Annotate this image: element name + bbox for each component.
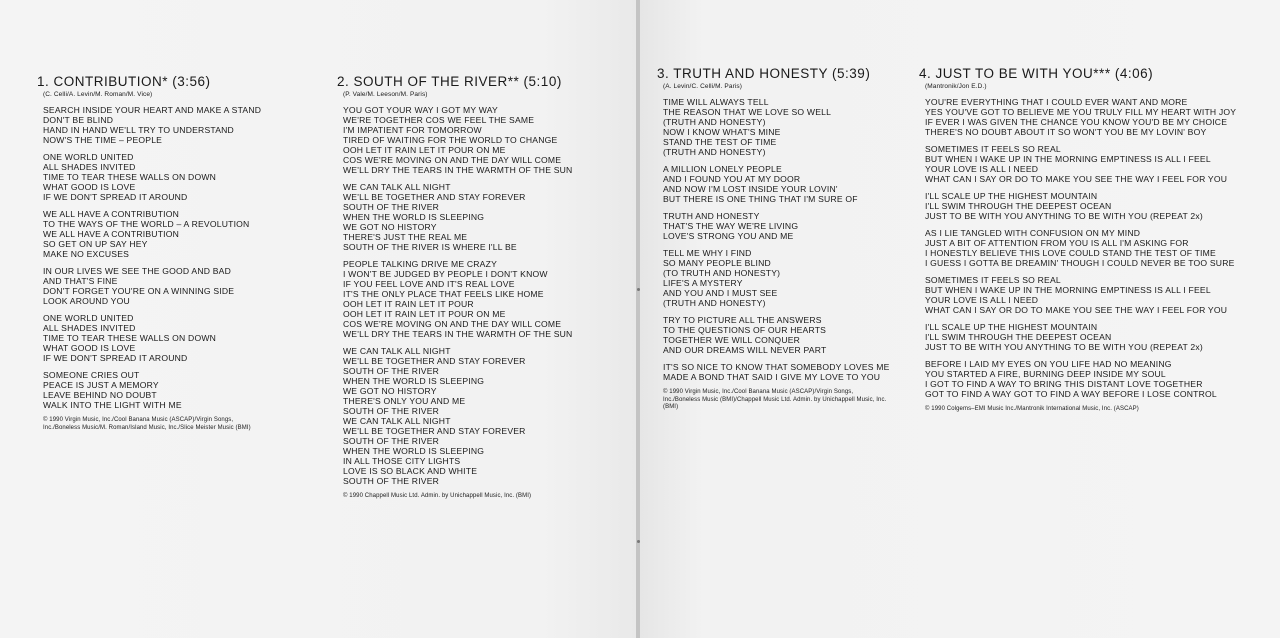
lyric-line: PEOPLE TALKING DRIVE ME CRAZY	[343, 259, 497, 269]
lyric-line: AND NOW I'M LOST INSIDE YOUR LOVIN'	[663, 184, 838, 194]
song-number: 2.	[337, 74, 350, 89]
lyric-line: LOOK AROUND YOU	[43, 296, 130, 306]
lyric-line: SOUTH OF THE RIVER	[343, 476, 440, 486]
lyric-line: ONE WORLD UNITED	[43, 152, 134, 162]
lyric-line: I'LL SWIM THROUGH THE DEEPEST OCEAN	[925, 332, 1112, 342]
lyric-line: I'LL SCALE UP THE HIGHEST MOUNTAIN	[925, 322, 1098, 332]
copyright-notice: © 1990 Chappell Music Ltd. Admin. by Unichappell Music, Inc. (BMI)	[343, 493, 532, 499]
lyric-line: WE'LL BE TOGETHER AND STAY FOREVER	[343, 356, 526, 366]
song-title-text: JUST TO BE WITH YOU*** (4:06)	[935, 66, 1154, 81]
lyric-stanza	[925, 275, 1274, 315]
song-title	[657, 66, 912, 82]
lyric-stanza	[43, 105, 309, 145]
lyric-line: YOU STARTED A FIRE, BURNING DEEP INSIDE MY SOUL	[925, 369, 1166, 379]
lyric-line: YOU GOT YOUR WAY I GOT MY WAY	[343, 105, 498, 115]
lyric-line: JUST TO BE WITH YOU ANYTHING TO BE WITH YOU (REPEAT 2x)	[925, 211, 1203, 221]
song-title-text: CONTRIBUTION* (3:56)	[53, 74, 211, 89]
lyric-line: WE GOT NO HISTORY	[343, 222, 437, 232]
lyric-line: MAKE NO EXCUSES	[43, 249, 130, 259]
lyric-line: LOVE IS SO BLACK AND WHITE	[343, 466, 478, 476]
lyric-line: WHAT GOOD IS LOVE	[43, 343, 136, 353]
lyric-line: AND THAT'S FINE	[43, 276, 118, 286]
lyric-line: WE CAN TALK ALL NIGHT	[343, 416, 451, 426]
lyric-line: IF WE DON'T SPREAD IT AROUND	[43, 353, 188, 363]
lyric-line: WHAT GOOD IS LOVE	[43, 182, 136, 192]
lyric-stanza	[925, 359, 1274, 399]
lyric-line: JUST TO BE WITH YOU ANYTHING TO BE WITH YOU (REPEAT 2x)	[925, 342, 1203, 352]
lyric-line: NOW I KNOW WHAT'S MINE	[663, 127, 781, 137]
lyric-line: WE ALL HAVE A CONTRIBUTION	[43, 229, 180, 239]
copyright-notice: © 1990 Virgin Music, Inc./Cool Banana Music (ASCAP)/Virgin Songs, Inc./Boneless Music/M. Roman/Island Music, Inc./Slice Meister Music (BMI)	[43, 417, 251, 431]
lyric-line: OOH LET IT RAIN LET IT POUR ON ME	[343, 145, 506, 155]
song-number: 4.	[919, 66, 932, 81]
lyric-line: DON'T FORGET YOU'RE ON A WINNING SIDE	[43, 286, 235, 296]
lyric-line: ALL SHADES INVITED	[43, 323, 136, 333]
lyric-line: AND YOU AND I MUST SEE	[663, 288, 778, 298]
lyric-line: AND I FOUND YOU AT MY DOOR	[663, 174, 801, 184]
lyric-line: WE CAN TALK ALL NIGHT	[343, 182, 451, 192]
lyric-line: (TRUTH AND HONESTY)	[663, 147, 766, 157]
lyric-line: SOMEONE CRIES OUT	[43, 370, 140, 380]
staple-mark	[637, 540, 640, 543]
song-title-text: TRUTH AND HONESTY (5:39)	[673, 66, 871, 81]
lyric-line: WE ALL HAVE A CONTRIBUTION	[43, 209, 180, 219]
lyric-line: PEACE IS JUST A MEMORY	[43, 380, 159, 390]
lyric-line: LOVE'S STRONG YOU AND ME	[663, 231, 794, 241]
lyric-line: IN OUR LIVES WE SEE THE GOOD AND BAD	[43, 266, 232, 276]
lyric-line: SO GET ON UP SAY HEY	[43, 239, 148, 249]
lyric-stanza	[43, 313, 309, 363]
lyric-stanza	[43, 266, 309, 306]
lyric-stanza	[925, 144, 1274, 184]
lyric-line: TIME WILL ALWAYS TELL	[663, 97, 769, 107]
song-south-of-the-river	[337, 74, 615, 501]
lyric-line: COS WE'RE MOVING ON AND THE DAY WILL COME	[343, 319, 562, 329]
lyric-stanza	[663, 97, 912, 157]
lyric-line: TELL ME WHY I FIND	[663, 248, 752, 258]
lyric-line: I'LL SWIM THROUGH THE DEEPEST OCEAN	[925, 201, 1112, 211]
lyric-line: WHEN THE WORLD IS SLEEPING	[343, 446, 485, 456]
lyric-line: TIRED OF WAITING FOR THE WORLD TO CHANGE	[343, 135, 558, 145]
lyric-line: MADE A BOND THAT SAID I GIVE MY LOVE TO YOU	[663, 372, 881, 382]
lyric-stanza	[663, 362, 912, 382]
lyric-line: WE'RE TOGETHER COS WE FEEL THE SAME	[343, 115, 535, 125]
lyric-line: A MILLION LONELY PEOPLE	[663, 164, 782, 174]
lyric-line: TIME TO TEAR THESE WALLS ON DOWN	[43, 333, 217, 343]
lyric-line: WHAT CAN I SAY OR DO TO MAKE YOU SEE THE WAY I FEEL FOR YOU	[925, 305, 1228, 315]
lyric-line: WE'LL BE TOGETHER AND STAY FOREVER	[343, 192, 526, 202]
lyric-line: THERE'S NO DOUBT ABOUT IT SO WON'T YOU BE MY LOVIN' BOY	[925, 127, 1207, 137]
lyric-stanza	[925, 322, 1274, 352]
lyric-line: I'M IMPATIENT FOR TOMORROW	[343, 125, 482, 135]
lyric-stanza	[925, 228, 1274, 268]
lyric-line: COS WE'RE MOVING ON AND THE DAY WILL COME	[343, 155, 562, 165]
lyric-line: SO MANY PEOPLE BLIND	[663, 258, 771, 268]
lyric-line: BUT WHEN I WAKE UP IN THE MORNING EMPTINESS IS ALL I FEEL	[925, 285, 1211, 295]
song-title	[337, 74, 615, 90]
lyric-line: JUST A BIT OF ATTENTION FROM YOU IS ALL I'M ASKING FOR	[925, 238, 1189, 248]
song-title	[919, 66, 1274, 82]
lyric-line: IF WE DON'T SPREAD IT AROUND	[43, 192, 188, 202]
lyric-line: TRY TO PICTURE ALL THE ANSWERS	[663, 315, 822, 325]
lyric-line: NOW'S THE TIME – PEOPLE	[43, 135, 163, 145]
lyric-line: THERE'S JUST THE REAL ME	[343, 232, 468, 242]
lyric-line: ALL SHADES INVITED	[43, 162, 136, 172]
lyric-stanza	[343, 182, 615, 252]
lyric-line: (TRUTH AND HONESTY)	[663, 117, 766, 127]
lyric-stanza	[663, 315, 912, 355]
lyric-stanza	[43, 209, 309, 259]
lyric-stanza	[925, 191, 1274, 221]
lyric-line: LEAVE BEHIND NO DOUBT	[43, 390, 157, 400]
lyric-line: OOH LET IT RAIN LET IT POUR ON ME	[343, 309, 506, 319]
lyric-line: WHEN THE WORLD IS SLEEPING	[343, 212, 485, 222]
lyric-line: SOUTH OF THE RIVER	[343, 436, 440, 446]
lyric-line: GOT TO FIND A WAY GOT TO FIND A WAY BEFORE I LOSE CONTROL	[925, 389, 1217, 399]
lyric-stanza	[43, 370, 309, 410]
lyric-line: YOU'RE EVERYTHING THAT I COULD EVER WANT AND MORE	[925, 97, 1188, 107]
lyric-stanza	[343, 346, 615, 486]
lyric-line: DON'T BE BLIND	[43, 115, 114, 125]
lyric-line: TOGETHER WE WILL CONQUER	[663, 335, 801, 345]
lyric-stanza	[663, 164, 912, 204]
lyric-line: TIME TO TEAR THESE WALLS ON DOWN	[43, 172, 217, 182]
lyric-line: BEFORE I LAID MY EYES ON YOU LIFE HAD NO MEANING	[925, 359, 1172, 369]
lyric-line: AND OUR DREAMS WILL NEVER PART	[663, 345, 827, 355]
lyric-line: IT'S SO NICE TO KNOW THAT SOMEBODY LOVES ME	[663, 362, 890, 372]
lyric-line: BUT THERE IS ONE THING THAT I'M SURE OF	[663, 194, 858, 204]
lyric-line: ONE WORLD UNITED	[43, 313, 134, 323]
lyric-line: TO THE WAYS OF THE WORLD – A REVOLUTION	[43, 219, 250, 229]
lyric-line: SOMETIMES IT FEELS SO REAL	[925, 275, 1061, 285]
lyric-line: I'LL SCALE UP THE HIGHEST MOUNTAIN	[925, 191, 1098, 201]
song-contribution	[37, 74, 309, 432]
lyric-line: THAT'S THE WAY WE'RE LIVING	[663, 221, 799, 231]
lyric-line: IF YOU FEEL LOVE AND IT'S REAL LOVE	[343, 279, 515, 289]
lyric-line: SOUTH OF THE RIVER IS WHERE I'LL BE	[343, 242, 517, 252]
lyric-line: SOUTH OF THE RIVER	[343, 366, 440, 376]
lyric-line: YES YOU'VE GOT TO BELIEVE ME YOU TRULY FILL MY HEART WITH JOY	[925, 107, 1237, 117]
copyright-notice: © 1990 Virgin Music, Inc./Cool Banana Music (ASCAP)/Virgin Songs, Inc./Boneless Music (BMI)/Chappell Music Ltd. Admin. by Unichappell Music, Inc. (BMI)	[663, 389, 887, 410]
songwriter-credits: (A. Levin/C. Celli/M. Paris)	[663, 83, 743, 90]
lyric-line: WALK INTO THE LIGHT WITH ME	[43, 400, 182, 410]
copyright-notice: © 1990 Colgems–EMI Music Inc./Mantronik International Music, Inc. (ASCAP)	[925, 406, 1139, 412]
lyric-line: THERE'S ONLY YOU AND ME	[343, 396, 466, 406]
lyric-stanza	[663, 248, 912, 308]
lyric-line: IN ALL THOSE CITY LIGHTS	[343, 456, 461, 466]
lyric-line: WE'LL DRY THE TEARS IN THE WARMTH OF THE SUN	[343, 329, 573, 339]
lyric-line: YOUR LOVE IS ALL I NEED	[925, 164, 1039, 174]
lyric-line: (TO TRUTH AND HONESTY)	[663, 268, 781, 278]
lyric-stanza	[663, 211, 912, 241]
song-truth-and-honesty	[657, 66, 912, 412]
songwriter-credits: (P. Vale/M. Leeson/M. Paris)	[343, 91, 428, 98]
song-just-to-be-with-you	[919, 66, 1274, 414]
lyric-line: BUT WHEN I WAKE UP IN THE MORNING EMPTINESS IS ALL I FEEL	[925, 154, 1211, 164]
lyric-line: WE CAN TALK ALL NIGHT	[343, 346, 451, 356]
lyric-line: WHEN THE WORLD IS SLEEPING	[343, 376, 485, 386]
lyric-stanza	[925, 97, 1274, 137]
songwriter-credits: (Mantronik/Jon E.D.)	[925, 83, 987, 90]
lyric-line: WE'LL DRY THE TEARS IN THE WARMTH OF THE SUN	[343, 165, 573, 175]
lyric-line: SOUTH OF THE RIVER	[343, 202, 440, 212]
staple-mark	[637, 288, 640, 291]
lyric-stanza	[43, 152, 309, 202]
lyric-line: WE'LL BE TOGETHER AND STAY FOREVER	[343, 426, 526, 436]
lyric-stanza	[343, 105, 615, 175]
lyric-line: SOUTH OF THE RIVER	[343, 406, 440, 416]
lyric-line: TO THE QUESTIONS OF OUR HEARTS	[663, 325, 827, 335]
lyric-line: AS I LIE TANGLED WITH CONFUSION ON MY MIND	[925, 228, 1141, 238]
lyric-line: I GUESS I GOTTA BE DREAMIN' THOUGH I COULD NEVER BE TOO SURE	[925, 258, 1235, 268]
lyric-line: LIFE'S A MYSTERY	[663, 278, 743, 288]
lyric-line: I HONESTLY BELIEVE THIS LOVE COULD STAND THE TEST OF TIME	[925, 248, 1216, 258]
lyric-line: SOMETIMES IT FEELS SO REAL	[925, 144, 1061, 154]
lyric-line: I WON'T BE JUDGED BY PEOPLE I DON'T KNOW	[343, 269, 548, 279]
lyric-line: (TRUTH AND HONESTY)	[663, 298, 766, 308]
lyric-line: IF EVER I WAS GIVEN THE CHANCE YOU KNOW YOU'D BE MY CHOICE	[925, 117, 1228, 127]
lyric-line: WE GOT NO HISTORY	[343, 386, 437, 396]
song-title	[37, 74, 309, 90]
lyric-line: STAND THE TEST OF TIME	[663, 137, 777, 147]
lyric-line: HAND IN HAND WE'LL TRY TO UNDERSTAND	[43, 125, 234, 135]
lyric-line: OOH LET IT RAIN LET IT POUR	[343, 299, 474, 309]
lyric-line: IT'S THE ONLY PLACE THAT FEELS LIKE HOME	[343, 289, 544, 299]
lyric-line: WHAT CAN I SAY OR DO TO MAKE YOU SEE THE WAY I FEEL FOR YOU	[925, 174, 1228, 184]
lyric-line: TRUTH AND HONESTY	[663, 211, 760, 221]
song-title-text: SOUTH OF THE RIVER** (5:10)	[353, 74, 562, 89]
lyric-line: I GOT TO FIND A WAY TO BRING THIS DISTANT LOVE TOGETHER	[925, 379, 1203, 389]
song-number: 1.	[37, 74, 50, 89]
lyric-line: SEARCH INSIDE YOUR HEART AND MAKE A STAND	[43, 105, 262, 115]
song-number: 3.	[657, 66, 670, 81]
songwriter-credits: (C. Celli/A. Levin/M. Roman/M. Vice)	[43, 91, 153, 98]
lyric-stanza	[343, 259, 615, 339]
lyric-line: THE REASON THAT WE LOVE SO WELL	[663, 107, 832, 117]
lyric-line: YOUR LOVE IS ALL I NEED	[925, 295, 1039, 305]
